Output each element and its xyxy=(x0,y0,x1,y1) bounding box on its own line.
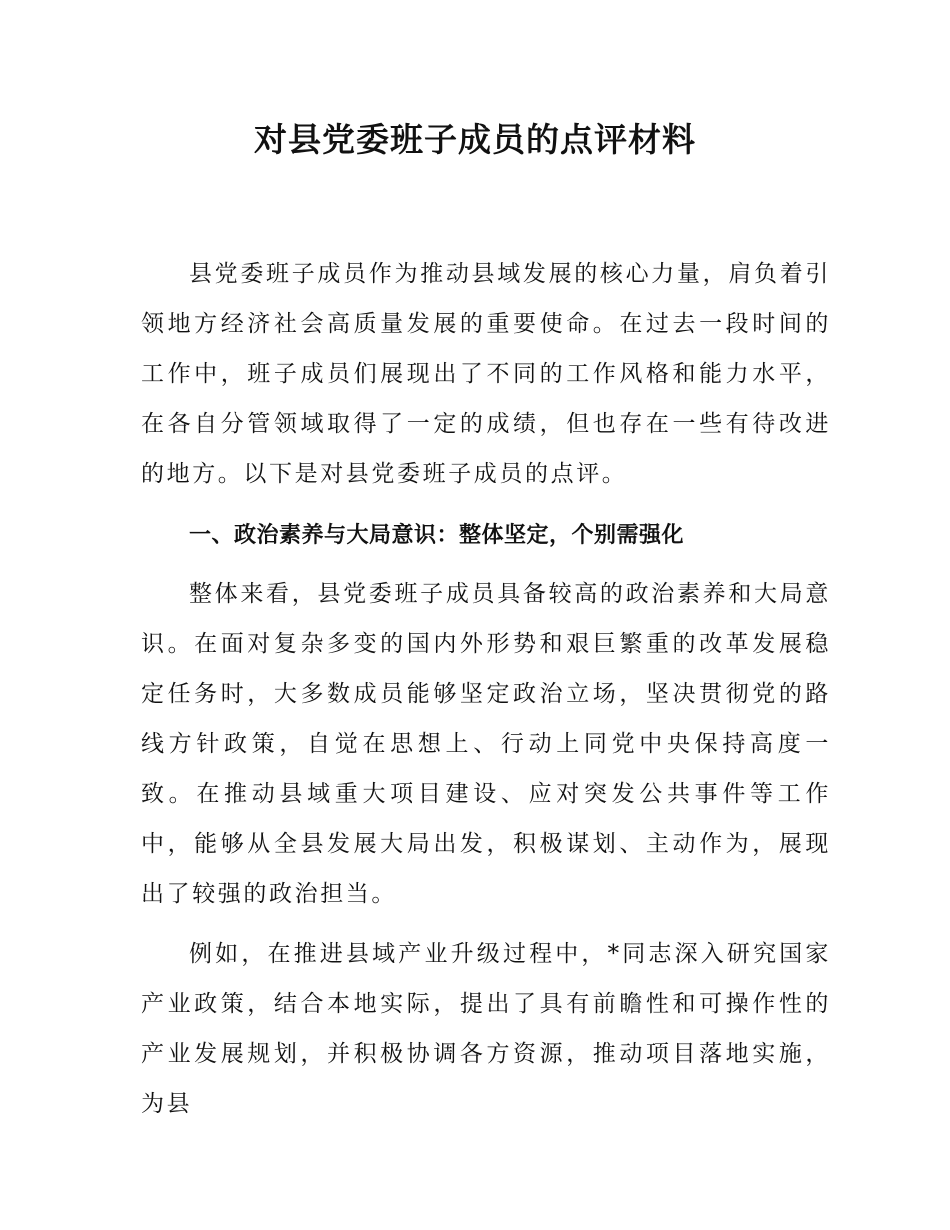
spacer xyxy=(141,499,831,509)
intro-paragraph: 县党委班子成员作为推动县域发展的核心力量，肩负着引领地方经济社会高质量发展的重要使命。在过去一段时间的工作中，班子成员们展现出了不同的工作风格和能力水平，在各自分管领域取得了一定的成绩，但也存在一些有待改进的地方。以下是对县党委班子成员的点评。 xyxy=(141,261,831,487)
section-heading: 一、政治素养与大局意识：整体坚定，个别需强化 xyxy=(189,523,685,548)
document-title: 对县党委班子成员的点评材料 xyxy=(254,120,696,159)
section-paragraph: 整体来看，县党委班子成员具备较高的政治素养和大局意识。在面对复杂多变的国内外形势和艰巨繁重的改革发展稳定任务时，大多数成员能够坚定政治立场，坚决贯彻党的路线方针政策，自觉在思想上、行动上同党中央保持高度一致。在推动县域重大项目建设、应对突发公共事件等工作中，能够从全县发展大局出发，积极谋划、主动作为，展现出了较强的政治担当。 xyxy=(141,581,831,907)
document-body xyxy=(141,249,831,1129)
section-paragraph: 例如，在推进县域产业升级过程中，*同志深入研究国家产业政策，结合本地实际，提出了具有前瞻性和可操作性的产业发展规划，并积极协调各方资源，推动项目落地实施，为县 xyxy=(141,941,831,1117)
spacer xyxy=(141,919,831,929)
